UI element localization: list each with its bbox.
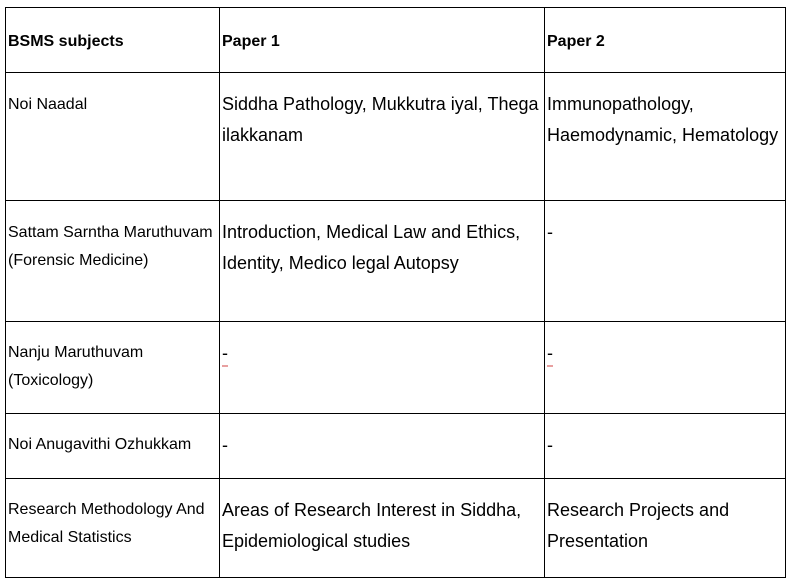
subject-cell — [6, 73, 220, 201]
paper-2-cell — [545, 73, 786, 201]
header-cell — [220, 8, 545, 73]
paper-2-topics: - — [547, 343, 553, 363]
table-row — [6, 201, 786, 322]
subject-name: Noi Naadal — [8, 96, 88, 113]
paper-2-cell — [545, 479, 786, 578]
table-header-row — [6, 8, 786, 73]
paper-1-cell — [220, 414, 545, 479]
paper-2-topics: Research Projects and Presentation — [547, 500, 730, 551]
paper-1-topics: - — [222, 435, 228, 455]
subject-cell — [6, 322, 220, 414]
paper-1-topics: - — [222, 343, 228, 363]
paper-1-topics: Areas of Research Interest in Siddha, Epidemiological studies — [222, 500, 522, 551]
subject-name: Nanju Maruthuvam (Toxicology) — [8, 344, 144, 389]
paper-2-topics: - — [547, 435, 553, 455]
paper-1-cell — [220, 479, 545, 578]
table-row — [6, 479, 786, 578]
subject-cell — [6, 479, 220, 578]
subject-cell — [6, 414, 220, 479]
paper-2-topics: Immunopathology, Haemodynamic, Hematology — [547, 94, 779, 145]
header-paper-1: Paper 1 — [222, 33, 280, 50]
paper-1-cell — [220, 201, 545, 322]
paper-2-topics: - — [547, 222, 553, 242]
table-row — [6, 73, 786, 201]
paper-2-cell — [545, 322, 786, 414]
subject-cell — [6, 201, 220, 322]
table-row — [6, 322, 786, 414]
header-cell — [545, 8, 786, 73]
paper-1-topics: Siddha Pathology, Mukkutra iyal, Thega ilakkanam — [222, 94, 539, 145]
paper-2-cell — [545, 414, 786, 479]
subject-name: Noi Anugavithi Ozhukkam — [8, 436, 192, 453]
paper-1-cell — [220, 73, 545, 201]
paper-2-cell — [545, 201, 786, 322]
paper-1-cell — [220, 322, 545, 414]
header-cell — [6, 8, 220, 73]
paper-1-topics: Introduction, Medical Law and Ethics, Identity, Medico legal Autopsy — [222, 222, 521, 273]
subject-name: Research Methodology And Medical Statistics — [8, 501, 205, 546]
table-row — [6, 414, 786, 479]
subject-name: Sattam Sarntha Maruthuvam (Forensic Medicine) — [8, 224, 213, 269]
header-paper-2: Paper 2 — [547, 33, 605, 50]
bsms-subjects-table — [5, 7, 786, 578]
header-bsms-subjects: BSMS subjects — [8, 33, 124, 50]
